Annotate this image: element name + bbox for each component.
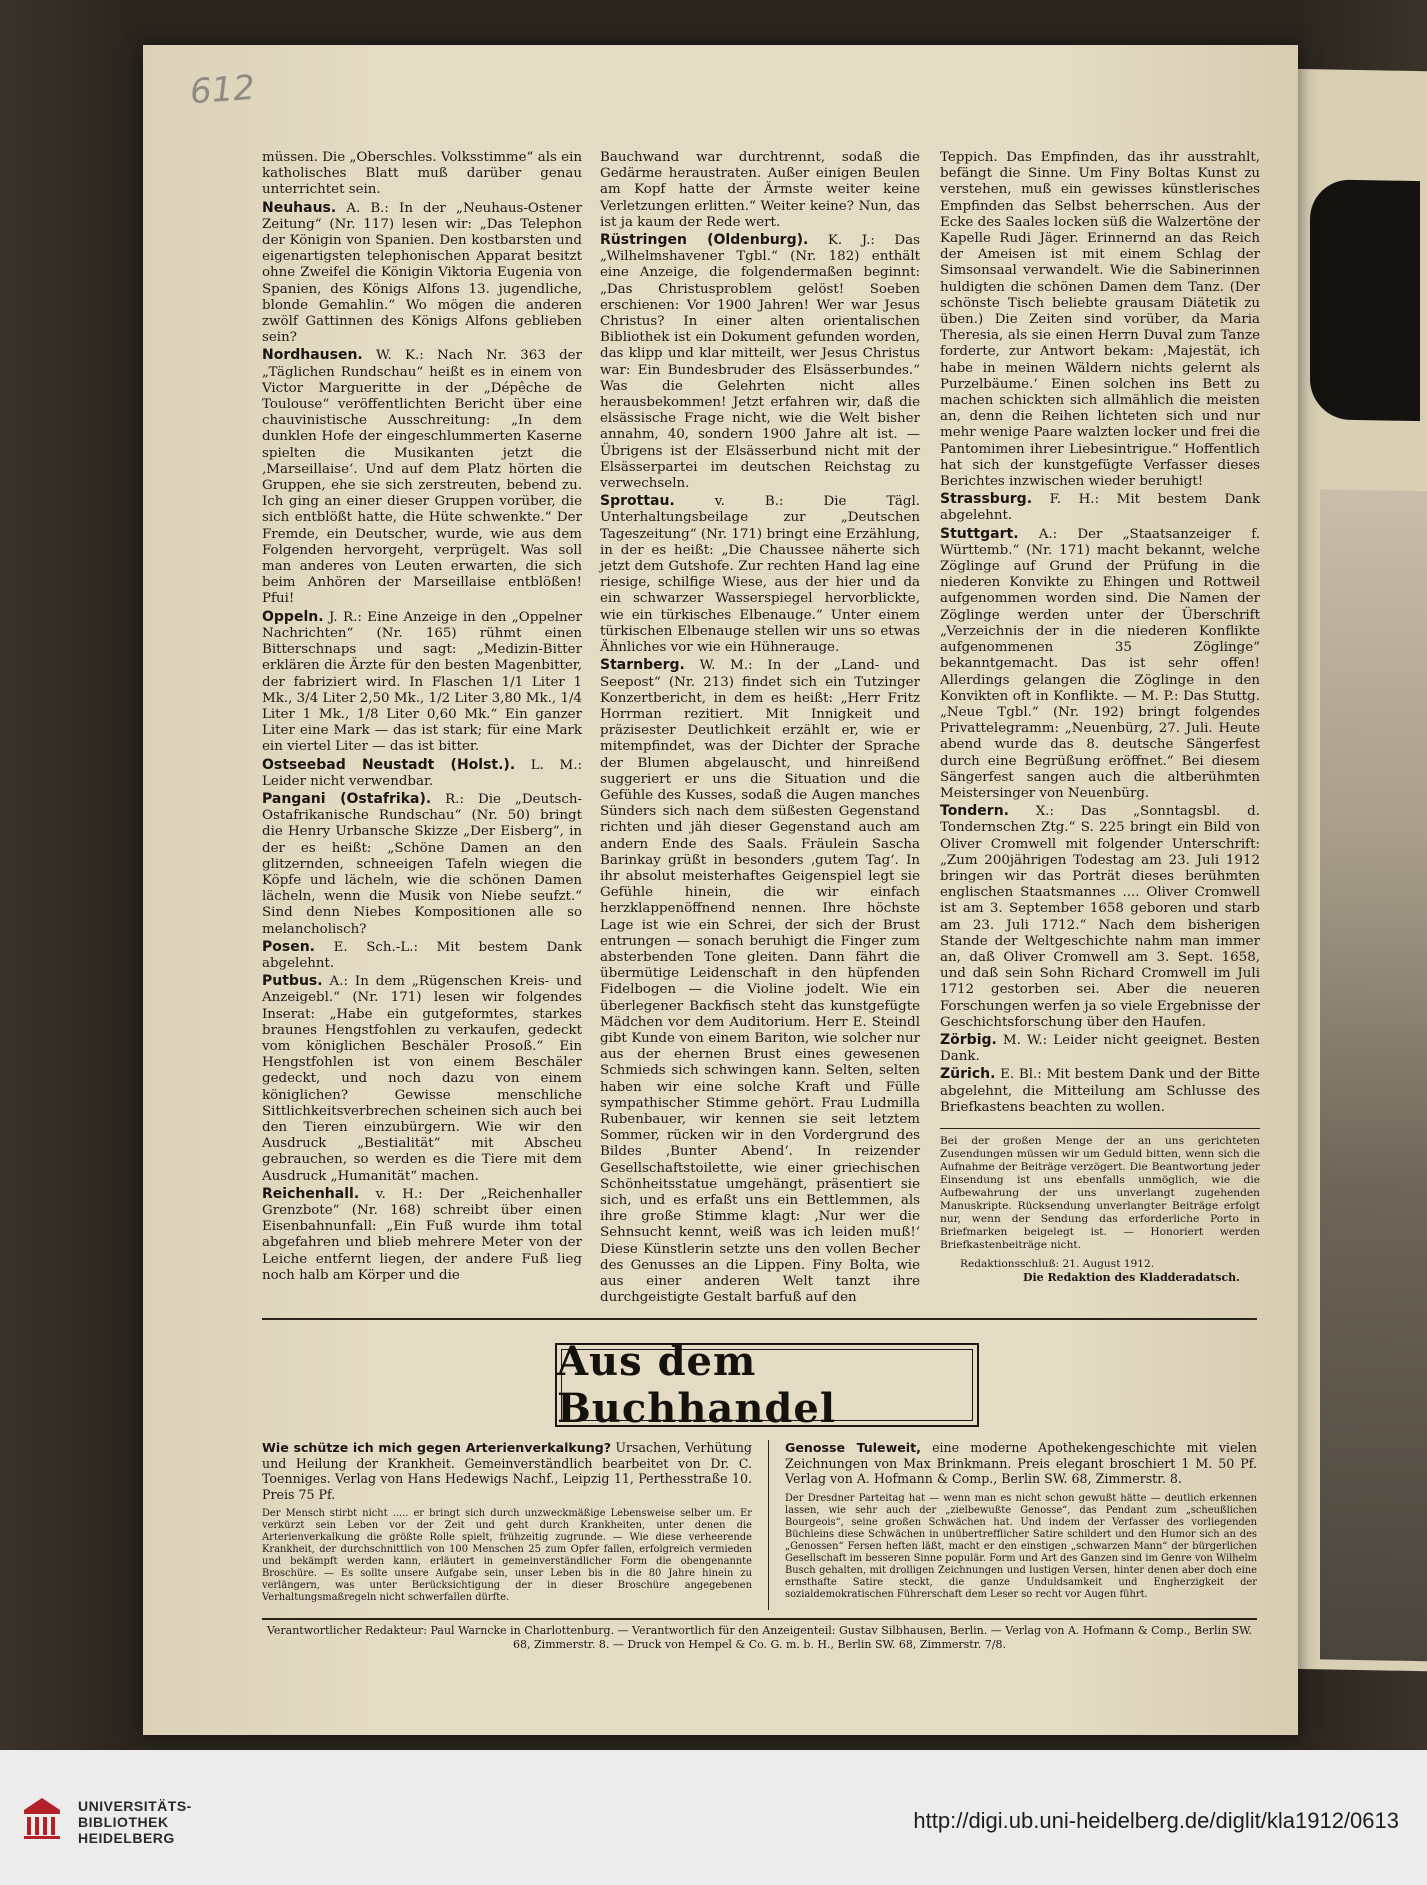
entry-text: Teppich. Das Empfinden, das ihr ausstrahlt, befängt die Sinne. Um Finy Boltas Kunst zu verstehen, muß ein gewisses künstlerisches Empfinden das Selbst beherrschen. Aus der Ecke des Saales locken süß die Walzertöne der Kapelle Rudi Jäger. Erinnernd an das Reich der Ameisen ist mit einem Schlag der Simsonsaal verwandelt. Wie die Sabinerinnen huldigten die schönen Damen dem Tanz. (Der schönste Tisch beliebte grausam Diätetik zu üben.) Die Zeiten sind vorüber, da Maria Theresia, als sie einen Herrn Duval zum Tanze forderte, zur Antwort bekam: ‚Majestät, ich habe in meinen Wäldern nichts gelernt als Purzelbäume.‘ Einen solchen ins Bett zu machen schickten sich allmählich die meisten an, denn die Reihen lichteten sich und nur mehr wenige Paare walzten locker und frei die Pantomimen ihrer Liebesintrigue.“ Hoffentlich hat sich der kunstgefügte Verfasser dieses Berichtes inzwischen wieder beruhigt! (940, 150, 1260, 490)
entry-location: Ostseebad Neustadt (Holst.). (262, 756, 516, 773)
letter-entry (940, 491, 1260, 524)
entry-location: Sprottau. (600, 493, 675, 510)
entry-location: Starnberg. (600, 657, 685, 674)
adjacent-page (1290, 69, 1427, 1671)
entry-location: Pangani (Ostafrika). (262, 790, 432, 807)
ad-description: Der Dresdner Parteitag hat — wenn man es nicht schon gewußt hätte — deutlich erkennen lassen, wie sehr auch der „zielbewußte Genosse“, das Pendant zum „scheußlichen Bourgeois“, seine großen Schwächen hat. Und indem der Verfasser des vorliegenden Büchleins diese Schwächen in unübertrefflicher Satire schildert und den Humor sich an des „Genossen“ Fersen heften läßt, macht er den einstigen „schwarzen Mann“ der bürgerlichen Gesellschaft im besseren Sinne populär. Form und Art des Ganzen sind im Genre von Wilhelm Busch gehalten, mit drolligen Zeichnungen und lustigen Versen, hinter denen aber doch eine ernsthafte Satire steckt, die ganze Unduldsamkeit und Engherzigkeit der sozialdemokratischen Führerschaft dem Leser so recht vor Augen führt. (785, 1492, 1257, 1600)
ad-title: Genosse Tuleweit, (785, 1440, 921, 1455)
handwritten-page-number: 612 (188, 67, 257, 113)
entry-location: Zürich. (940, 1066, 996, 1083)
section-masthead (555, 1338, 979, 1432)
entry-location: Strassburg. (940, 491, 1033, 508)
entry-text: v. B.: Die Tägl. Unterhaltungsbeilage zur „Deutschen Tageszeitung“ (Nr. 171) bringt eine Erzählung, in der es heißt: „Die Chaussee näherte sich jetzt dem Gutshofe. Zur rechten Hand lag eine riesige, schilfige Wiese, aus der hier und da ein schwarzer Wasserspiegel hervorblickte, wie ein türkisches Elbenauge.“ Unter einem türkischen Elbenauge stellen wir uns so etwas Ähnliches vor wie ein Hühnerauge. (600, 494, 920, 656)
text-column-3 (940, 150, 1260, 1284)
ad-text: eine moderne Apothekengeschichte mit vielen Zeichnungen von Max Brinkmann. Preis elegant broschiert 1 M. 50 Pf. Verlag von A. Hofmann & Comp., Berlin SW. 68, Zimmerstr. 8. (785, 1440, 1257, 1487)
entry-text: müssen. Die „Oberschles. Volksstimme“ als ein katholisches Blatt muß darüber genau unterrichtet sein. (262, 150, 582, 198)
letter-entry (262, 1186, 582, 1284)
letter-entry (600, 150, 920, 231)
letter-entry (940, 526, 1260, 802)
entry-location: Zörbig. (940, 1031, 997, 1048)
entry-text: L. M.: Leider nicht verwendbar. (262, 757, 582, 789)
entry-text: A.: In dem „Rügenschen Kreis- und Anzeigebl.“ (Nr. 171) lesen wir folgendes Inserat: „Habe ein gutgeformtes, starkes braunes Hengstfohlen zu verkaufen, gedeckt vom königlichen Beschäler Prosoß.“ Ein Hengstfohlen ist von einem Beschäler gedeckt, und noch dazu von einem königlichen? Gewisse menschliche Sittlichkeitsverbrechen scheinen sich auch bei den Tieren einzubürgern. Wie wir den Ausdruck „Bestialität“ mit Abscheu gebrauchen, so werden es die Tiere mit dem Ausdruck „Humanität“ machen. (262, 974, 582, 1184)
letter-entry (600, 493, 920, 656)
entry-text: M. W.: Leider nicht geeignet. Besten Dank. (940, 1032, 1260, 1065)
ad-description: Der Mensch stirbt nicht ..... er bringt sich durch unzweckmäßige Lebensweise selber um. Er verkürzt sein Leben vor der Zeit und geht durch Krankheiten, unter denen die Arterienverkalkung die größte Rolle spielt, frühzeitig zugrunde. — Wie diese verheerende Krankheit, der durchschnittlich von 100 Menschen 25 zum Opfer fallen, erfolgreich vermieden und bekämpft werden kann, erläutert in gemeinverständlicher Form die obengenannte Broschüre. — Es sollte unsere Aufgabe sein, unser Leben bis in die 80 Jahre hinein zu verlängern, was unter Berücksichtigung der in dieser Broschüre angegebenen Verhaltungsmaßregeln nicht schwerfallen dürfte. (262, 1508, 752, 1604)
entry-text: F. H.: Mit bestem Dank abgelehnt. (940, 492, 1260, 524)
entry-text: E. Bl.: Mit bestem Dank und der Bitte abgelehnt, die Mitteilung am Schlusse des Briefkastens beachten zu wollen. (940, 1067, 1260, 1115)
entry-location: Reichenhall. (262, 1185, 360, 1202)
text-column-2 (600, 150, 920, 1307)
entry-text: W. M.: In der „Land- und Seepost“ (Nr. 213) findet sich ein Tutzinger Konzertbericht, in dem es heißt: „Herr Fritz Horrman rezitiert. Mit Innigkeit und präzisester Deutlichkeit erzählt er, wie er mitempfindet, was der Dichter der Sprache der Blumen abgelauscht, und hinreißend suggeriert er uns die Situation und die Gefühle des Kusses, sodaß die Augen manches Sünders sich nach dem süßesten Gegenstand richten und jäh dieser Gegenstand auch am andern Ende des Saals. Fräulein Sascha Barinkay grüßt in besonders ‚gutem Tag‘. In ihr absolut meisterhaftes Geigenspiel legt sie Gefühle hinein, die wir einfach herzklappenöffnend nennen. Ihre höchste Lage ist wie ein Schrei, der sich der Brust entrungen — sonach beruhigt die Finger zum absterbenden Tone gleiten. Dann fährt die übermütige Leidenschaft in den hüpfenden Fidelbogen — die Violine jodelt. Wie ein überlegener Backfisch steht das kunstgefügte Mädchen vor dem Auditorium. Herr E. Steindl gibt Kunde von einem Bariton, wie solcher nur aus der ehernen Brust eines gewesenen Schmieds sich schwingen kann. Selten, selten haben wir eine solche Kraft und Fülle sympathischer Stimme gehört. Frau Ludmilla Rubenbauer, wir kennen sie seit letztem Sommer, rücken wir in den Vordergrund des Bildes ‚Bunter Abend‘. In reizender Gesellschaftstoilette, wie einer griechischen Schönheitsstatue umgehängt, präsentiert sie sich, und es erfaßt uns ein Bettlemmen, als ihre große Stimme klagt: ‚Nur wer die Sehnsucht kennt, weiß was ich leiden muß!‘ Diese Künstlerin setzte uns den vollen Becher des Genusses an die Lippen. Finy Bolta, wie aus einer anderen Welt tanzt ihre durchgeistigte Gestalt barfuß auf den (600, 658, 920, 1306)
letter-entry (262, 973, 582, 1185)
letter-entry (600, 657, 920, 1306)
advertisement-1 (262, 1440, 752, 1604)
imprint-footer: Verantwortlicher Redakteur: Paul Warncke in Charlottenburg. — Verantwortlich für den Anzeigenteil: Gustav Silbhausen, Berlin. — Verlag von A. Hofmann & Comp., Berlin SW. 68, Zimmerstr. 8. — Druck von Hempel & Co. G. m. b. H., Berlin SW. 68, Zimmerstr. 7/8. (262, 1618, 1257, 1652)
entry-location: Putbus. (262, 973, 323, 990)
letter-entry (262, 347, 582, 607)
letter-entry (262, 791, 582, 938)
letter-entry (262, 757, 582, 790)
adjacent-page-letter (1310, 179, 1420, 421)
entry-text: A. B.: In der „Neuhaus-Ostener Zeitung“ (Nr. 117) lesen wir: „Das Telephon der Königin von Spanien. Den kostbarsten und eigenartigsten telephonischen Apparat besitzt ohne Zweifel die Königin Viktoria Eugenia von Spanien, des Königs Alfons 13. jugendliche, blonde Gemahlin.“ Wo mögen die anderen zwölf Gattinnen des Königs Alfons geblieben sein? (262, 200, 582, 346)
section-divider (262, 1318, 1257, 1320)
entry-text: v. H.: Der „Reichenhaller Grenzbote“ (Nr. 168) schreibt über einen Eisenbahnunfall: „Ein Fuß wurde ihm total abgefahren und blieb mehrere Meter von der Leiche entfernt liegen, der andere Fuß lieg noch halb am Körper und die (262, 1186, 582, 1283)
entry-text: E. Sch.-L.: Mit bestem Dank abgelehnt. (262, 939, 582, 971)
entry-location: Oppeln. (262, 608, 324, 625)
letter-entry (940, 1066, 1260, 1116)
entry-location: Tondern. (940, 803, 1009, 820)
letter-entry (262, 609, 582, 756)
entry-location: Neuhaus. (262, 199, 337, 216)
ad-title: Wie schütze ich mich gegen Arterienverkalkung? (262, 1440, 612, 1455)
page-url[interactable]: http://digi.ub.uni-heidelberg.de/diglit/kla1912/0613 (913, 1808, 1399, 1833)
adjacent-page-illustration (1320, 489, 1427, 1661)
editorial-deadline: Redaktionsschluß: 21. August 1912. (960, 1257, 1155, 1270)
letter-entry (940, 150, 1260, 490)
text-column-1 (262, 150, 582, 1285)
advertisement-2 (785, 1440, 1257, 1601)
entry-location: Posen. (262, 938, 315, 955)
entry-location: Stuttgart. (940, 525, 1019, 542)
ad-text: Ursachen, Verhütung und Heilung der Krankheit. Gemeinverständlich bearbeitet von Dr. C. Toenniges. Verlag von Hans Hedewigs Nachf., Leipzig 11, Perthesstraße 10. Preis 75 Pf. (262, 1440, 752, 1502)
entry-text: A.: Der „Staatsanzeiger f. Württemb.“ (Nr. 171) macht bekannt, welche Zöglinge auf Grund der Prüfung in die niederen Konvikte zu Ehingen und Rottweil aufgenommen worden sind. Die Namen der Zöglinge werden unter der Überschrift „Verzeichnis der in die niederen Konflikte aufgenommenen 35 Zöglinge“ bekanntgemacht. Das ist sehr offen! Allerdings gelangen die Zöglinge in den Konvikten oft in Konflikte. — M. P.: Das Stuttg. „Neue Tgbl.“ (Nr. 192) bringt folgendes Privattelegramm: „Neuenbürg, 27. Juli. Heute abend wurde das 8. deutsche Sängerfest durch eine Begrüßung eröffnet.“ Bei diesem Sängerfest sangen auch die altberühmten Meistersinger von Neuenbürg. (940, 526, 1260, 801)
entry-text: Bauchwand war durchtrennt, sodaß die Gedärme heraustraten. Außer einigen Beulen am Kopf hatte der Ärmste weiter keine Verletzungen erlitten.“ Weiter keine? Nun, das ist ja kaum der Rede wert. (600, 150, 920, 230)
entry-text: W. K.: Nach Nr. 363 der „Täglichen Rundschau“ heißt es in einem von Victor Margueritte in der „Dépêche de Toulouse“ veröffentlichten Bericht über eine chauvinistische Ausschreitung: „In dem dunklen Hofe der eingeschlummerten Kaserne spielten die Musikanten jetzt die ‚Marseillaise‘. Und auf dem Platz hörten die Gruppen, ehe sie sich zerstreuten, bebend zu. Ich ging an einer dieser Gruppen vorüber, die sich entblößt hatte, die Hüte schwenkte.“ Der Fremde, ein Deutscher, wurde, wie aus dem Folgenden hervorgeht, verprügelt. Was soll man anderes von Leuten erwarten, die sich beim Anhören der Marseillaise entblößen! Pfui! (262, 348, 582, 607)
section-title: Aus dem Buchhandel (557, 1338, 837, 1432)
entry-location: Rüstringen (Oldenburg). (600, 232, 809, 249)
entry-text: X.: Das „Sonntagsbl. d. Tondernschen Ztg.“ S. 225 bringt ein Bild von Oliver Cromwell mit folgender Unterschrift: „Zum 200jährigen Todestag am 23. Juli 1912 bringen wir das Porträt dieses berühmten englischen Staatsmannes .... Oliver Cromwell ist am 3. September 1658 geboren und starb am 23. Juli 1712.“ Nach dem bisherigen Stande der Weltgeschichte nahm man immer an, daß Oliver Cromwell am 3. Sept. 1658, und daß sein Sohn Richard Cromwell im Juli 1712 gestorben sei. Aber die neueren Forschungen werfen ja so viele Ergebnisse der Geschichtsforschung über den Haufen. (940, 804, 1260, 1030)
library-name[interactable]: UNIVERSITÄTS- BIBLIOTHEK HEIDELBERG (78, 1798, 192, 1846)
letter-entry (940, 803, 1260, 1031)
library-logo-icon[interactable] (22, 1796, 62, 1840)
entry-text: R.: Die „Deutsch-Ostafrikanische Rundschau“ (Nr. 50) bringt die Henry Urbansche Skizze „Der Eisberg“, in der es heißt: „Schöne Damen an den glitzernden, schneeigen Tafeln wiegen die Köpfe und lächeln, wie die schönen Damen lächeln, wenn die Musik von Niebe seufzt.“ Sind denn Niebes Kompositionen alle so melancholisch? (262, 791, 583, 937)
editorial-signature: Die Redaktion des Kladderadatsch. (1022, 1270, 1240, 1284)
ad-separator (768, 1440, 769, 1610)
editorial-notice: Bei der großen Menge der an uns gerichteten Zusendungen müssen wir um Geduld bitten, wenn sich die Aufnahme der Beiträge verzögert. Die Beantwortung jeder Einsendung ist uns ebenfalls unmöglich, wie die Aufbewahrung der uns unverlangt zugehenden Manuskripte. Rücksendung unverlangter Beiträge erfolgt nur, wenn der Sendung das erforderliche Porto in Briefmarken beigelegt ist. — Honoriert werden Briefkastenbeiträge nicht. (940, 1128, 1260, 1252)
letter-entry (262, 150, 582, 199)
entry-text: J. R.: Eine Anzeige in den „Oppelner Nachrichten“ (Nr. 165) rühmt einen Bitterschnaps und sagt: „Medizin-Bitter erklären die Ärzte für den besten Magenbitter, der fabriziert wird. In Flaschen 1/1 Liter 1 Mk., 3/4 Liter 2,50 Mk., 1/2 Liter 3,80 Mk., 1/4 Liter 1 Mk., 1/8 Liter 0,60 Mk.“ Ein ganzer Liter eine Mark — das ist stark; für eine Mark ein viertel Liter — das ist bitter. (262, 609, 582, 755)
entry-text: K. J.: Das „Wilhelmshavener Tgbl.“ (Nr. 182) enthält eine Anzeige, die folgendermaßen beginnt: „Das Christusproblem gelöst! Soeben erschienen: Vor 1900 Jahren! Wer war Jesus Christus? In einer alten orientalischen Bibliothek ist ein Dokument gefunden worden, das klipp und klar mitteilt, wer Jesus Christus war: Ein Bundesbruder des Elsässerbundes.“ Was die Gelehrten nicht alles herausbekommen! Jetzt erfahren wir, daß die elsässische Frage nicht, wie die Welt bisher annahm, 40, sondern 1900 Jahre alt ist. — Übrigens ist der Elsässerbund nicht mit der Elsässerpartei im deutschen Reichstag zu verwechseln. (600, 233, 921, 492)
letter-entry (262, 200, 582, 347)
entry-location: Nordhausen. (262, 347, 363, 364)
letter-entry (940, 1032, 1260, 1065)
letter-entry (600, 232, 920, 492)
letter-entry (262, 939, 582, 972)
